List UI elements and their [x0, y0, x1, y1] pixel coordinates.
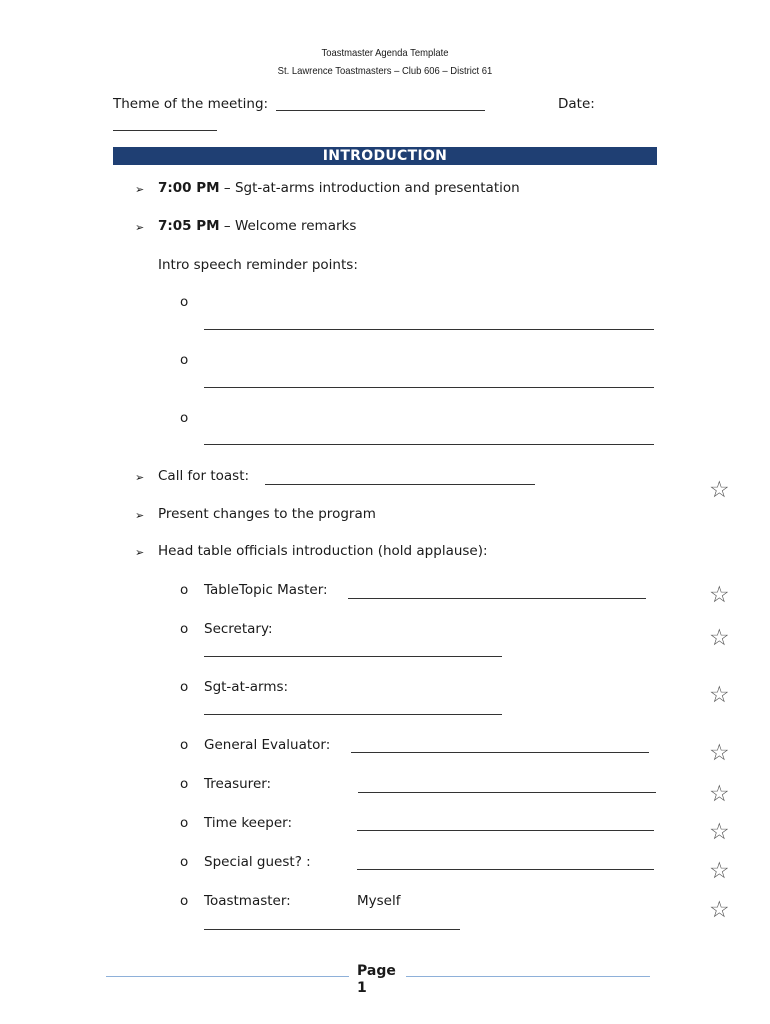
arrow-bullet-icon: ➢ [135, 183, 145, 196]
item-time: 7:05 PM [158, 218, 220, 234]
reminder-blank-1 [204, 329, 654, 330]
item-time: 7:00 PM [158, 180, 220, 196]
official-label-general-evaluator: General Evaluator: [204, 737, 331, 753]
document-subtitle: St. Lawrence Toastmasters – Club 606 – District 61 [277, 65, 493, 77]
list-bullet: o [180, 679, 189, 695]
arrow-bullet-icon: ➢ [135, 221, 145, 234]
call-toast-label: Call for toast: [158, 468, 250, 484]
official-label-special-guest: Special guest? : [204, 854, 311, 870]
official-blank-toastmaster [204, 929, 460, 930]
item-text: – Welcome remarks [219, 218, 357, 234]
reminder-blank-2 [204, 387, 654, 388]
arrow-bullet-icon: ➢ [135, 546, 145, 559]
date-label: Date: [558, 96, 595, 112]
present-changes-item: Present changes to the program [158, 506, 376, 522]
footer-rule-left [106, 976, 349, 977]
list-bullet: o [180, 294, 189, 310]
reminder-blank-3 [204, 444, 654, 445]
section-title: INTRODUCTION [322, 148, 448, 164]
theme-blank [276, 110, 485, 111]
list-bullet: o [180, 352, 189, 368]
call-toast-blank [265, 484, 535, 485]
star-icon: ☆ [709, 740, 730, 766]
date-blank [113, 130, 217, 131]
star-icon: ☆ [709, 682, 730, 708]
star-icon: ☆ [709, 781, 730, 807]
footer-rule-right [406, 976, 650, 977]
official-blank-tabletopic [348, 598, 646, 599]
official-label-tabletopic: TableTopic Master: [204, 582, 328, 598]
item-text: – Sgt-at-arms introduction and presentation [219, 180, 520, 196]
list-bullet: o [180, 582, 189, 598]
official-label-secretary: Secretary: [204, 621, 273, 637]
list-bullet: o [180, 776, 189, 792]
official-label-toastmaster: Toastmaster: [204, 893, 291, 909]
star-icon: ☆ [709, 819, 730, 845]
list-bullet: o [180, 854, 189, 870]
official-blank-special-guest [357, 869, 654, 870]
star-icon: ☆ [709, 897, 730, 923]
official-blank-time-keeper [357, 830, 654, 831]
official-label-treasurer: Treasurer: [204, 776, 272, 792]
page-label: Page [357, 963, 396, 979]
agenda-item-1 [158, 180, 520, 196]
official-blank-treasurer [358, 792, 656, 793]
official-blank-sgt-at-arms [204, 714, 502, 715]
head-table-item: Head table officials introduction (hold applause): [158, 543, 488, 559]
section-header-bar [113, 147, 657, 165]
intro-points-label: Intro speech reminder points: [158, 257, 358, 273]
arrow-bullet-icon: ➢ [135, 471, 145, 484]
star-icon: ☆ [709, 625, 730, 651]
theme-label: Theme of the meeting: [113, 96, 269, 112]
official-blank-general-evaluator [351, 752, 649, 753]
official-label-sgt-at-arms: Sgt-at-arms: [204, 679, 289, 695]
list-bullet: o [180, 893, 189, 909]
list-bullet: o [180, 621, 189, 637]
star-icon: ☆ [709, 858, 730, 884]
list-bullet: o [180, 737, 189, 753]
official-value-toastmaster: Myself [357, 893, 401, 909]
star-icon: ☆ [709, 582, 730, 608]
star-icon: ☆ [709, 477, 730, 503]
arrow-bullet-icon: ➢ [135, 509, 145, 522]
list-bullet: o [180, 410, 189, 426]
document-title: Toastmaster Agenda Template [321, 47, 449, 59]
page-number: 1 [357, 980, 367, 996]
official-blank-secretary [204, 656, 502, 657]
agenda-item-2 [158, 218, 356, 234]
official-label-time-keeper: Time keeper: [204, 815, 293, 831]
list-bullet: o [180, 815, 189, 831]
